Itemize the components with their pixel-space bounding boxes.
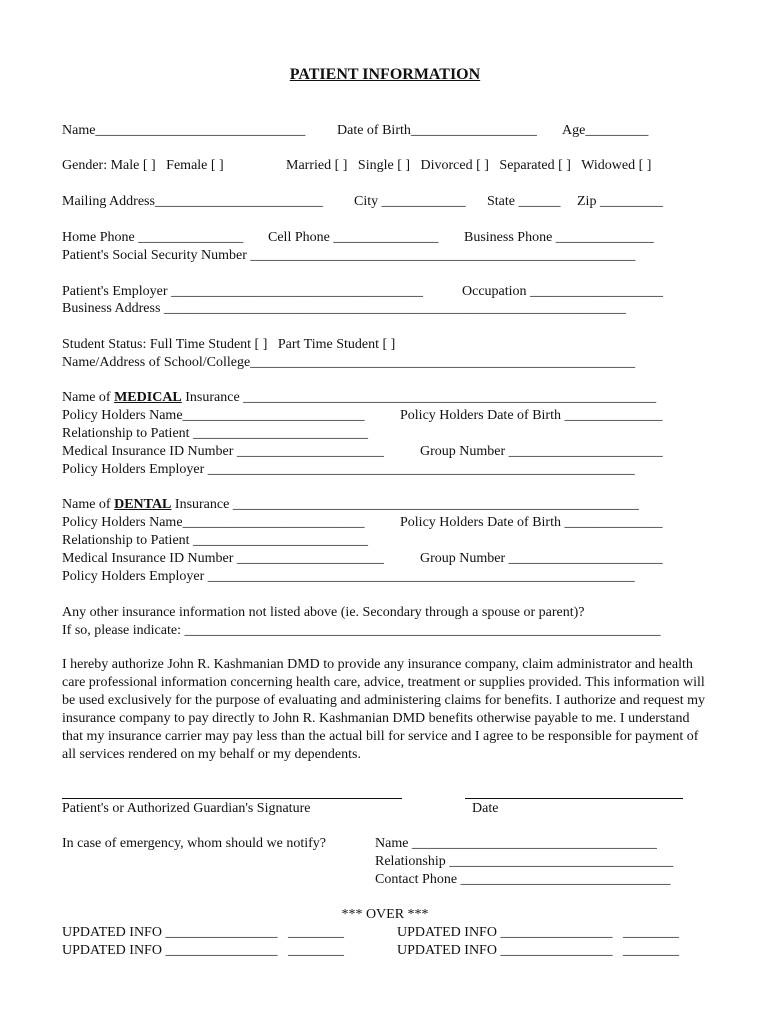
signature-date-line[interactable]: [465, 798, 683, 799]
business-address-field[interactable]: Business Address __________________________________________________________________: [62, 301, 626, 316]
marital-status-options[interactable]: Married [ ] Single [ ] Divorced [ ] Separated [ ] Widowed [ ]: [286, 158, 652, 173]
medical-group-number-field[interactable]: Group Number ______________________: [420, 444, 663, 459]
updated-info-field[interactable]: UPDATED INFO ________________ ________: [397, 925, 679, 940]
dental-id-number-field[interactable]: Medical Insurance ID Number _____________________: [62, 551, 384, 566]
emergency-name-field[interactable]: Name ___________________________________: [375, 836, 657, 851]
state-field[interactable]: State ______: [487, 194, 561, 209]
dental-policy-holder-name-field[interactable]: Policy Holders Name__________________________: [62, 515, 365, 530]
dental-group-number-field[interactable]: Group Number ______________________: [420, 551, 663, 566]
dental-policy-holder-employer-field[interactable]: Policy Holders Employer _____________________________________________________________: [62, 569, 635, 584]
medical-policy-holder-dob-field[interactable]: Policy Holders Date of Birth ______________: [400, 408, 663, 423]
business-phone-field[interactable]: Business Phone ______________: [464, 230, 654, 245]
signature-label: Patient's or Authorized Guardian's Signature: [62, 801, 311, 816]
medical-prefix: Name of: [62, 390, 115, 405]
medical-suffix: Insurance ___________________________________________________________: [181, 390, 657, 405]
date-of-birth-field[interactable]: Date of Birth__________________: [337, 123, 537, 138]
medical-policy-holder-employer-field[interactable]: Policy Holders Employer _____________________________________________________________: [62, 462, 635, 477]
medical-id-number-field[interactable]: Medical Insurance ID Number _____________________: [62, 444, 384, 459]
home-phone-field[interactable]: Home Phone _______________: [62, 230, 244, 245]
dental-suffix: Insurance __________________________________________________________: [171, 497, 639, 512]
cell-phone-field[interactable]: Cell Phone _______________: [268, 230, 439, 245]
over-indicator: *** OVER ***: [341, 907, 429, 922]
age-field[interactable]: Age_________: [562, 123, 649, 138]
other-insurance-field[interactable]: If so, please indicate: ____________________________________________________________________: [62, 623, 661, 638]
city-field[interactable]: City ____________: [354, 194, 466, 209]
gender-options[interactable]: Gender: Male [ ] Female [ ]: [62, 158, 224, 173]
emergency-phone-field[interactable]: Contact Phone ______________________________: [375, 872, 671, 887]
dental-relationship-field[interactable]: Relationship to Patient _________________________: [62, 533, 369, 548]
emergency-question: In case of emergency, whom should we notify?: [62, 836, 326, 851]
updated-info-field[interactable]: UPDATED INFO ________________ ________: [62, 925, 344, 940]
updated-info-field[interactable]: UPDATED INFO ________________ ________: [62, 943, 344, 958]
updated-info-field[interactable]: UPDATED INFO ________________ ________: [397, 943, 679, 958]
medical-keyword: MEDICAL: [114, 390, 182, 405]
authorization-paragraph: I hereby authorize John R. Kashmanian DMD to provide any insurance company, claim administrator and health care professional information concerning health care, advice, treatment or supplies provided. This information will be used exclusively for the purpose of evaluating and administering claims for benefits. I authorize and request my insurance company to pay directly to John R. Kashmanian DMD benefits otherwise payable to me. I understand that my insurance carrier may pay less than the actual bill for service and I agree to be responsible for payment of all services rendered on my behalf or my dependents.: [62, 657, 706, 762]
dental-keyword: DENTAL: [114, 497, 172, 512]
mailing-address-field[interactable]: Mailing Address________________________: [62, 194, 323, 209]
medical-insurance-name-field[interactable]: [62, 389, 656, 407]
student-status-options[interactable]: Student Status: Full Time Student [ ] Part Time Student [ ]: [62, 337, 396, 352]
medical-policy-holder-name-field[interactable]: Policy Holders Name__________________________: [62, 408, 365, 423]
dental-insurance-name-field[interactable]: [62, 496, 639, 514]
signature-date-label: Date: [472, 801, 499, 816]
name-field[interactable]: Name______________________________: [62, 123, 306, 138]
other-insurance-question: Any other insurance information not listed above (ie. Secondary through a spouse or parent)?: [62, 605, 585, 620]
school-field[interactable]: Name/Address of School/College_______________________________________________________: [62, 355, 636, 370]
medical-relationship-field[interactable]: Relationship to Patient _________________________: [62, 426, 369, 441]
emergency-relationship-field[interactable]: Relationship ________________________________: [375, 854, 674, 869]
zip-field[interactable]: Zip _________: [577, 194, 663, 209]
signature-line[interactable]: [62, 798, 402, 799]
page-title: PATIENT INFORMATION: [289, 66, 481, 83]
dental-prefix: Name of: [62, 497, 115, 512]
dental-policy-holder-dob-field[interactable]: Policy Holders Date of Birth ______________: [400, 515, 663, 530]
employer-field[interactable]: Patient's Employer ____________________________________: [62, 284, 424, 299]
ssn-field[interactable]: Patient's Social Security Number _______________________________________________________: [62, 248, 636, 263]
occupation-field[interactable]: Occupation ___________________: [462, 284, 664, 299]
